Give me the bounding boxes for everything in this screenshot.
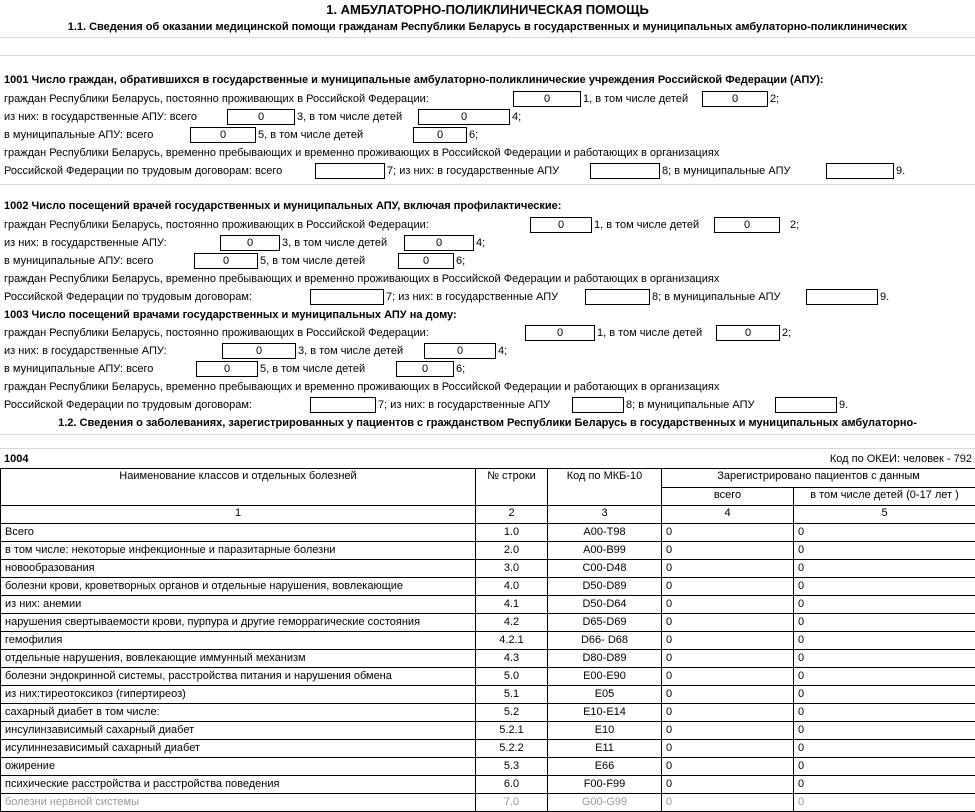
table-row	[1, 704, 975, 722]
row-mkb-code: C00-D48	[548, 560, 662, 578]
row-name: исулиннезависимый сахарный диабет	[1, 740, 476, 758]
s1003-field-3[interactable]: 0	[222, 343, 296, 359]
s1003-label-7: 7; из них: в государственные АПУ	[378, 399, 550, 412]
row-name: отдельные нарушения, вовлекающие иммунный механизм	[1, 650, 476, 668]
s1002-line1: граждан Республики Беларусь, постоянно проживающих в Российской Федерации:	[4, 219, 429, 232]
s1002-label-2: 2;	[790, 219, 799, 232]
table-row	[1, 686, 975, 704]
row-count-all[interactable]: 0	[662, 632, 794, 650]
row-count-all[interactable]: 0	[662, 704, 794, 722]
okei-code: Код по ОКЕИ: человек - 792	[830, 453, 972, 466]
row-name: гемофилия	[1, 632, 476, 650]
row-mkb-code: D65-D69	[548, 614, 662, 632]
row-count-all[interactable]: 0	[662, 668, 794, 686]
s1003-line4: граждан Республики Беларусь, временно пребывающих и временно проживающих в Российской Федерации и работающих в организациях	[4, 381, 719, 394]
s1003-field-9[interactable]	[775, 397, 837, 413]
s1002-line3: в муниципальные АПУ: всего	[4, 255, 153, 268]
row-count-all[interactable]: 0	[662, 542, 794, 560]
s1003-label-8: 8; в муниципальные АПУ	[626, 399, 754, 412]
row-mkb-code: E00-E90	[548, 668, 662, 686]
table-row	[1, 776, 975, 794]
row-mkb-code: E66	[548, 758, 662, 776]
s1003-heading: 1003 Число посещений врачами государственных и муниципальных АПУ на дому:	[4, 309, 457, 322]
table-row	[1, 650, 975, 668]
row-count-all[interactable]: 0	[662, 560, 794, 578]
s1002-field-8[interactable]	[585, 289, 650, 305]
s1001-field-4[interactable]: 0	[418, 109, 510, 125]
s1002-field-6[interactable]: 0	[398, 253, 454, 269]
s1003-line3: в муниципальные АПУ: всего	[4, 363, 153, 376]
row-number: 4.3	[476, 650, 548, 668]
s1002-field-7[interactable]	[310, 289, 384, 305]
s1001-label-1: 1, в том числе детей	[583, 93, 688, 106]
row-number: 4.2.1	[476, 632, 548, 650]
row-number: 4.0	[476, 578, 548, 596]
s1003-field-2[interactable]: 0	[716, 325, 780, 341]
row-name: нарушения свертываемости крови, пурпура и другие геморрагические состояния	[1, 614, 476, 632]
row-number: 6.0	[476, 776, 548, 794]
row-count-all[interactable]: 0	[662, 596, 794, 614]
row-count-kids[interactable]: 0	[794, 596, 975, 614]
s1003-label-1: 1, в том числе детей	[597, 327, 702, 340]
s1002-label-8: 8; в муниципальные АПУ	[652, 291, 780, 304]
s1001-field-6[interactable]: 0	[413, 127, 467, 143]
table-row	[1, 524, 975, 542]
row-count-all[interactable]: 0	[662, 758, 794, 776]
s1001-label-6: 6;	[469, 129, 478, 142]
row-count-kids[interactable]: 0	[794, 776, 975, 794]
s1002-field-2[interactable]: 0	[714, 217, 780, 233]
s1001-label-9: 9.	[896, 165, 905, 178]
s1003-field-7[interactable]	[310, 397, 376, 413]
s1001-line5: Российской Федерации по трудовым договорам: всего	[4, 165, 282, 178]
row-name: болезни крови, кроветворных органов и отдельные нарушения, вовлекающие	[1, 578, 476, 596]
row-number: 5.0	[476, 668, 548, 686]
row-mkb-code: D50-D64	[548, 596, 662, 614]
table-row	[1, 632, 975, 650]
row-count-kids[interactable]: 0	[794, 578, 975, 596]
row-count-kids[interactable]: 0	[794, 614, 975, 632]
s1002-label-9: 9.	[880, 291, 889, 304]
header-kids: в том числе детей (0-17 лет )	[794, 487, 975, 506]
s1002-label-6: 6;	[456, 255, 465, 268]
s1001-label-2: 2;	[770, 93, 779, 106]
s1002-line2: из них: в государственные АПУ:	[4, 237, 167, 250]
col-num-2: 2	[476, 506, 548, 524]
table-row	[1, 596, 975, 614]
row-count-kids[interactable]: 0	[794, 632, 975, 650]
s1001-line2: из них: в государственные АПУ: всего	[4, 111, 197, 124]
table-row	[1, 542, 975, 560]
section-1-2-title: 1.2. Сведения о заболеваниях, зарегистрированных у пациентов с гражданством Республики Беларусь в государственных и муниципальных амбулаторно-	[0, 417, 975, 430]
row-mkb-code: A00-T98	[548, 524, 662, 542]
row-mkb-code: A00-B99	[548, 542, 662, 560]
s1003-field-1[interactable]: 0	[525, 325, 595, 341]
table-row	[1, 578, 975, 596]
row-name: новообразования	[1, 560, 476, 578]
row-count-all[interactable]: 0	[662, 578, 794, 596]
row-mkb-code: E10-E14	[548, 704, 662, 722]
row-count-kids[interactable]: 0	[794, 668, 975, 686]
s1003-label-5: 5, в том числе детей	[260, 363, 365, 376]
col-num-4: 4	[662, 506, 794, 524]
row-name: из них: анемии	[1, 596, 476, 614]
table-row	[1, 758, 975, 776]
row-mkb-code: D66- D68	[548, 632, 662, 650]
header-mkb-code: Код по МКБ-10	[548, 469, 662, 506]
s1001-field-1[interactable]: 0	[513, 91, 581, 107]
s1002-line5: Российской Федерации по трудовым договорам:	[4, 291, 252, 304]
row-number: 4.2	[476, 614, 548, 632]
col-num-3: 3	[548, 506, 662, 524]
row-count-all[interactable]: 0	[662, 794, 794, 812]
s1001-field-5[interactable]: 0	[190, 127, 256, 143]
row-count-all[interactable]: 0	[662, 686, 794, 704]
row-name: в том числе: некоторые инфекционные и паразитарные болезни	[1, 542, 476, 560]
row-number: 5.3	[476, 758, 548, 776]
s1001-line3: в муниципальные АПУ: всего	[4, 129, 153, 142]
row-number: 5.2.1	[476, 722, 548, 740]
table-row	[1, 614, 975, 632]
s1003-label-4: 4;	[498, 345, 507, 358]
row-count-all[interactable]: 0	[662, 524, 794, 542]
row-mkb-code: E11	[548, 740, 662, 758]
s1002-field-4[interactable]: 0	[404, 235, 474, 251]
row-mkb-code: D80-D89	[548, 650, 662, 668]
disease-table	[0, 468, 975, 812]
s1003-label-2: 2;	[782, 327, 791, 340]
row-name: инсулинзависимый сахарный диабет	[1, 722, 476, 740]
table-code-1004: 1004	[4, 453, 28, 466]
row-count-all[interactable]: 0	[662, 650, 794, 668]
row-mkb-code: E05	[548, 686, 662, 704]
header-name: Наименование классов и отдельных болезней	[1, 469, 476, 506]
s1003-field-5[interactable]: 0	[196, 361, 258, 377]
col-num-1: 1	[1, 506, 476, 524]
table-row	[1, 668, 975, 686]
s1002-heading: 1002 Число посещений врачей государственных и муниципальных АПУ, включая профилактические:	[4, 200, 561, 213]
s1002-field-1[interactable]: 0	[530, 217, 592, 233]
table-row	[1, 794, 975, 812]
s1001-line4: граждан Республики Беларусь, временно пребывающих и временно проживающих в Российской Федерации и работающих в организациях	[4, 147, 719, 160]
row-name: сахарный диабет в том числе:	[1, 704, 476, 722]
row-number: 5.2	[476, 704, 548, 722]
s1003-field-6[interactable]: 0	[396, 361, 454, 377]
row-name: болезни эндокринной системы, расстройства питания и нарушения обмена	[1, 668, 476, 686]
row-count-kids[interactable]: 0	[794, 542, 975, 560]
row-number: 7.0	[476, 794, 548, 812]
s1001-label-3: 3, в том числе детей	[297, 111, 402, 124]
row-count-all[interactable]: 0	[662, 776, 794, 794]
s1001-field-9[interactable]	[826, 163, 894, 179]
row-count-kids[interactable]: 0	[794, 740, 975, 758]
s1002-line4: граждан Республики Беларусь, временно пребывающих и временно проживающих в Российской Федерации и работающих в организациях	[4, 273, 719, 286]
s1001-label-4: 4;	[512, 111, 521, 124]
col-num-5: 5	[794, 506, 975, 524]
row-mkb-code: E10	[548, 722, 662, 740]
row-number: 4.1	[476, 596, 548, 614]
s1002-field-3[interactable]: 0	[220, 235, 280, 251]
s1003-line5: Российской Федерации по трудовым договорам:	[4, 399, 252, 412]
s1002-label-4: 4;	[476, 237, 485, 250]
row-count-kids[interactable]: 0	[794, 650, 975, 668]
s1001-heading: 1001 Число граждан, обратившихся в государственные и муниципальные амбулаторно-поликлинические учреждения Российской Федерации (АПУ):	[4, 74, 824, 87]
s1002-label-3: 3, в том числе детей	[282, 237, 387, 250]
page-title: 1. АМБУЛАТОРНО-ПОЛИКЛИНИЧЕСКАЯ ПОМОЩЬ	[0, 3, 975, 16]
s1001-field-2[interactable]: 0	[702, 91, 768, 107]
table-row	[1, 740, 975, 758]
s1002-field-9[interactable]	[806, 289, 878, 305]
row-count-kids[interactable]: 0	[794, 794, 975, 812]
s1002-label-7: 7; из них: в государственные АПУ	[386, 291, 558, 304]
row-number: 5.1	[476, 686, 548, 704]
s1001-field-3[interactable]: 0	[227, 109, 295, 125]
s1003-label-3: 3, в том числе детей	[298, 345, 403, 358]
s1003-line1: граждан Республики Беларусь, постоянно проживающих в Российской Федерации:	[4, 327, 429, 340]
s1002-label-5: 5, в том числе детей	[260, 255, 365, 268]
table-row	[1, 722, 975, 740]
row-number: 3.0	[476, 560, 548, 578]
s1003-line2: из них: в государственные АПУ:	[4, 345, 167, 358]
row-mkb-code: F00-F99	[548, 776, 662, 794]
s1003-field-4[interactable]: 0	[424, 343, 496, 359]
row-name: из них:тиреотоксикоз (гипертиреоз)	[1, 686, 476, 704]
row-count-kids[interactable]: 0	[794, 722, 975, 740]
s1003-label-6: 6;	[456, 363, 465, 376]
row-name: болезни нервной системы	[1, 794, 476, 812]
row-name: ожирение	[1, 758, 476, 776]
row-mkb-code: G00-G99	[548, 794, 662, 812]
row-number: 5.2.2	[476, 740, 548, 758]
s1002-field-5[interactable]: 0	[194, 253, 258, 269]
row-count-kids[interactable]: 0	[794, 704, 975, 722]
row-count-all[interactable]: 0	[662, 740, 794, 758]
s1001-label-8: 8; в муниципальные АПУ	[662, 165, 790, 178]
row-mkb-code: D50-D89	[548, 578, 662, 596]
row-count-kids[interactable]: 0	[794, 758, 975, 776]
row-number: 1.0	[476, 524, 548, 542]
section-1-1-title: 1.1. Сведения об оказании медицинской помощи гражданам Республики Беларусь в государственных и муниципальных амбулаторно-поликлинических	[0, 21, 975, 34]
header-row-number: № строки	[476, 469, 548, 506]
header-registered: Зарегистрировано пациентов с данным	[662, 469, 975, 488]
row-number: 2.0	[476, 542, 548, 560]
s1001-field-7[interactable]	[315, 163, 385, 179]
row-count-kids[interactable]: 0	[794, 686, 975, 704]
s1002-label-1: 1, в том числе детей	[594, 219, 699, 232]
s1003-label-9: 9.	[839, 399, 848, 412]
table-row	[1, 560, 975, 578]
row-count-kids[interactable]: 0	[794, 560, 975, 578]
s1001-label-7: 7; из них: в государственные АПУ	[387, 165, 559, 178]
s1001-label-5: 5, в том числе детей	[258, 129, 363, 142]
row-name: психические расстройства и расстройства поведения	[1, 776, 476, 794]
row-name: Всего	[1, 524, 476, 542]
row-count-kids[interactable]: 0	[794, 524, 975, 542]
row-count-all[interactable]: 0	[662, 722, 794, 740]
header-all: всего	[662, 487, 794, 506]
s1001-field-8[interactable]	[590, 163, 660, 179]
s1003-field-8[interactable]	[572, 397, 624, 413]
s1001-line1: граждан Республики Беларусь, постоянно проживающих в Российской Федерации:	[4, 93, 429, 106]
row-count-all[interactable]: 0	[662, 614, 794, 632]
